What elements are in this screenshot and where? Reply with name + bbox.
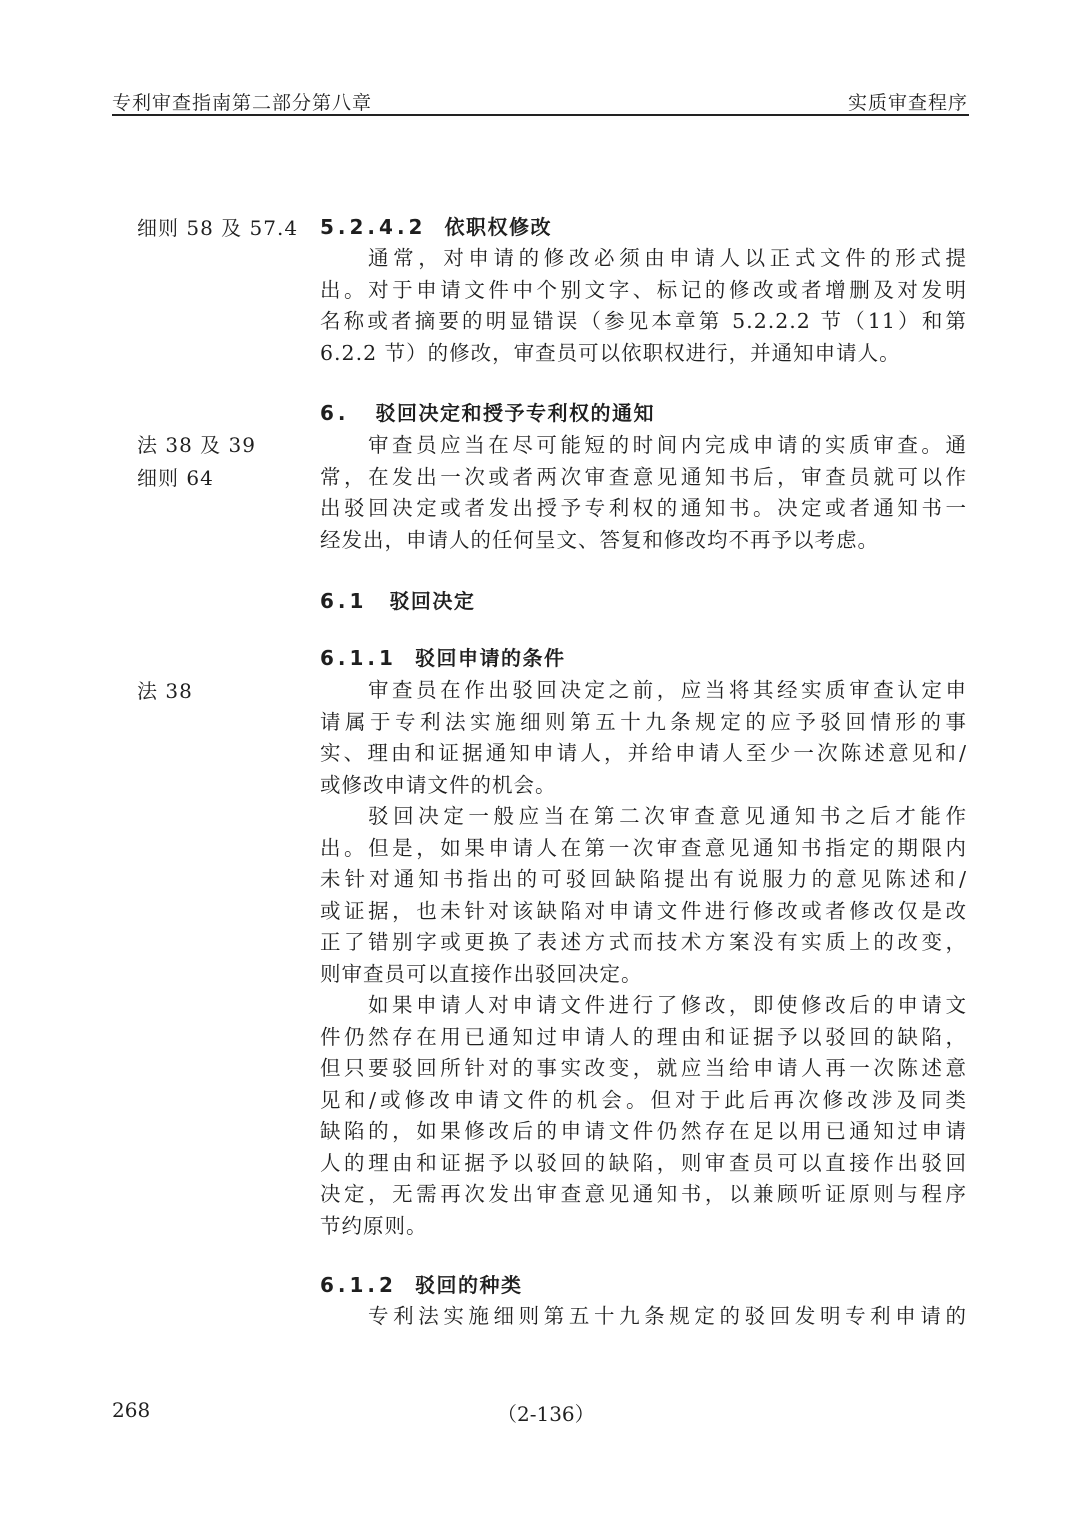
section-number: 6.1.2 (320, 1273, 397, 1297)
paragraph-line: 出。对于申请文件中个别文字、标记的修改或者增删及对发明 (320, 277, 967, 302)
paragraph-line: 通常，对申请的修改必须由申请人以正式文件的形式提 (368, 246, 967, 270)
paragraph-line: 缺陷的，如果修改后的申请文件仍然存在足以用已通知过申请 (320, 1119, 967, 1143)
section-title: 驳回的种类 (414, 1273, 523, 1297)
paragraph-line: 节约原则。 (320, 1213, 428, 1238)
section-heading-6-1-1 (320, 643, 565, 673)
section-heading-5-2-4-2 (320, 212, 552, 242)
paragraph-line: 出驳回决定或者发出授予专利权的通知书。决定或者通知书一 (320, 496, 967, 520)
margin-note-rule-58: 细则 58 及 57.4 (137, 216, 299, 240)
paragraph-line: 未针对通知书指出的可驳回缺陷提出有说服力的意见陈述和/ (320, 867, 967, 891)
section-number: 6.1.1 (320, 646, 397, 670)
section-number: 6. (320, 401, 350, 425)
paragraph-line: 决定，无需再次发出审查意见通知书，以兼顾听证原则与程序 (320, 1182, 967, 1206)
page-number: 268 (112, 1398, 151, 1422)
paragraph-line: 但只要驳回所针对的事实改变，就应当给申请人再一次陈述意 (320, 1056, 967, 1080)
paragraph-line: 或修改申请文件的机会。 (320, 772, 557, 797)
paragraph-rejection-conditions-1 (320, 675, 967, 801)
paragraph-line: 件仍然存在用已通知过申请人的理由和证据予以驳回的缺陷， (320, 1024, 967, 1049)
paragraph-rejection-types (320, 1301, 967, 1333)
section-heading-6 (320, 398, 655, 428)
paragraph-ex-officio-amendment (320, 243, 967, 369)
margin-note-law-38: 法 38 (137, 679, 193, 703)
section-title: 驳回决定 (389, 589, 476, 613)
paragraph-line: 实、理由和证据通知申请人，并给申请人至少一次陈述意见和/ (320, 741, 967, 765)
paragraph-line: 名称或者摘要的明显错误（参见本章第 5.2.2.2 节（11）和第 (320, 309, 967, 333)
header-divider (112, 114, 969, 116)
paragraph-line: 则审查员可以直接作出驳回决定。 (320, 961, 643, 986)
paragraph-rejection-conditions-3 (320, 990, 967, 1242)
running-header-title: 专利审查指南第二部分第八章 (112, 92, 373, 114)
paragraph-rejection-conditions-2 (320, 801, 967, 990)
paragraph-line: 人的理由和证据予以驳回的缺陷，则审查员可以直接作出驳回 (320, 1150, 967, 1175)
section-heading-6-1 (320, 586, 475, 616)
margin-note-law-38-39: 法 38 及 39 (137, 433, 256, 457)
running-header-section: 实质审查程序 (847, 92, 968, 114)
paragraph-line: 驳回决定一般应当在第二次审查意见通知书之后才能作 (368, 804, 967, 828)
paragraph-line: 如果申请人对申请文件进行了修改，即使修改后的申请文 (368, 993, 967, 1017)
paragraph-line: 见和/或修改申请文件的机会。但对于此后再次修改涉及同类 (320, 1087, 967, 1112)
paragraph-line: 经发出，申请人的任何呈文、答复和修改均不再予以考虑。 (320, 527, 879, 552)
paragraph-line: 或证据，也未针对该缺陷对申请文件进行修改或者修改仅是改 (320, 898, 967, 923)
section-title: 依职权修改 (444, 215, 552, 239)
paragraph-line: 审查员在作出驳回决定之前，应当将其经实质审查认定申 (368, 678, 967, 702)
section-heading-6-1-2 (320, 1270, 522, 1300)
paragraph-line: 专利法实施细则第五十九条规定的驳回发明专利申请的 (368, 1304, 967, 1328)
paragraph-rejection-and-grant (320, 430, 967, 556)
margin-note-rule-64: 细则 64 (137, 466, 214, 490)
section-title: 驳回决定和授予专利权的通知 (375, 401, 656, 425)
section-number: 6.1 (320, 589, 368, 613)
section-title: 驳回申请的条件 (414, 646, 566, 670)
paragraph-line: 审查员应当在尽可能短的时间内完成申请的实质审查。通 (368, 433, 967, 457)
section-number: 5.2.4.2 (320, 215, 427, 239)
paragraph-line: 6.2.2 节）的修改，审查员可以依职权进行，并通知申请人。 (320, 340, 901, 365)
paragraph-line: 正了错别字或更换了表述方式而技术方案没有实质上的改变， (320, 930, 967, 954)
paragraph-line: 出。但是，如果申请人在第一次审查意见通知书指定的期限内 (320, 835, 967, 860)
paragraph-line: 请属于专利法实施细则第五十九条规定的应予驳回情形的事 (320, 709, 967, 734)
paragraph-line: 常，在发出一次或者两次审查意见通知书后，审查员就可以作 (320, 464, 967, 489)
page-code: （2-136） (497, 1402, 595, 1426)
